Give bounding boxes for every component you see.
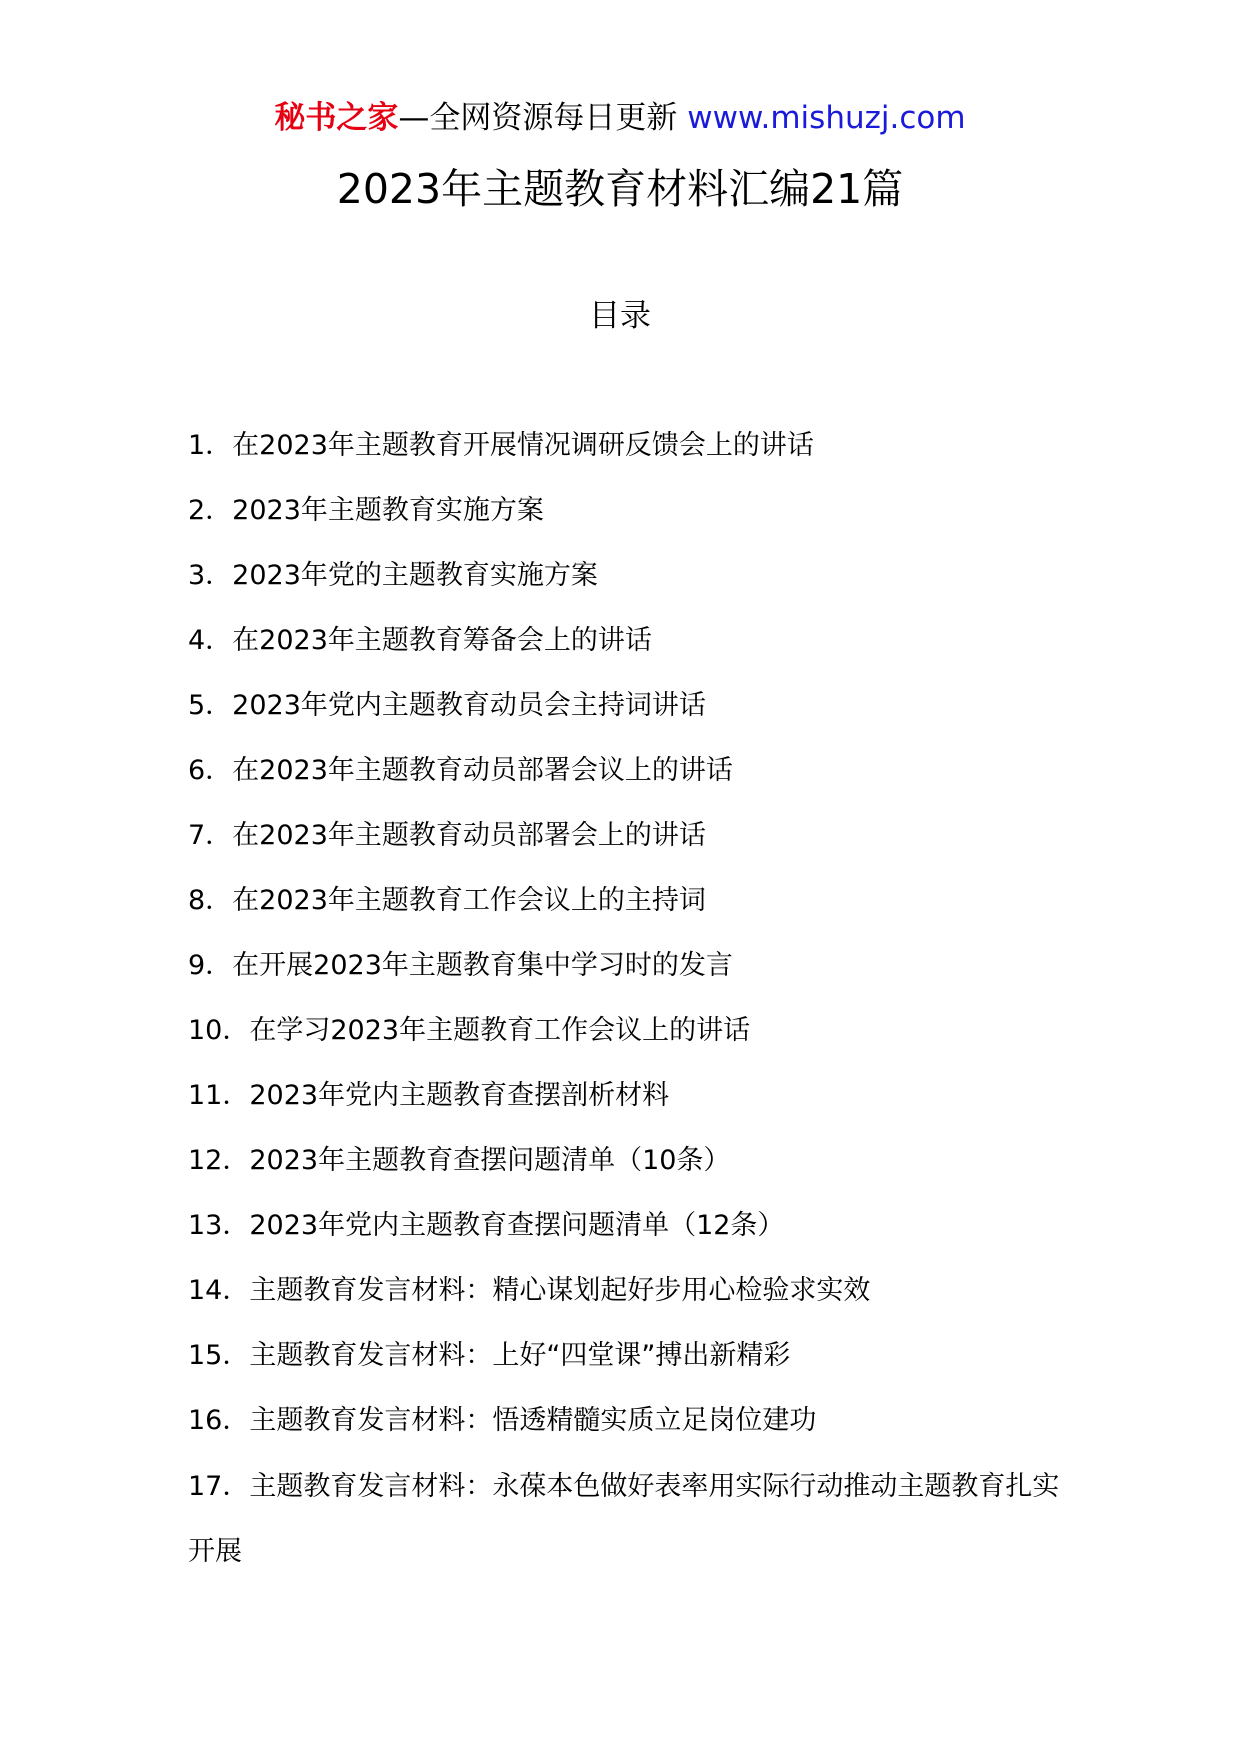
toc-item-11: 11．2023年党内主题教育查摆剖析材料 (188, 1080, 670, 1111)
site-url-link[interactable]: www.mishuzj.com (687, 100, 966, 136)
toc-item-10: 10．在学习2023年主题教育工作会议上的讲话 (188, 1015, 751, 1046)
toc-item-6: 6．在2023年主题教育动员部署会议上的讲话 (188, 755, 733, 786)
toc-item-2: 2．2023年主题教育实施方案 (188, 495, 544, 526)
toc-item-13: 13．2023年党内主题教育查摆问题清单（12条） (188, 1210, 785, 1241)
toc-item-3: 3．2023年党的主题教育实施方案 (188, 560, 598, 591)
toc-item-15: 15．主题教育发言材料：上好“四堂课”搏出新精彩 (188, 1340, 791, 1371)
toc-item-9: 9．在开展2023年主题教育集中学习时的发言 (188, 950, 733, 981)
toc-item-8: 8．在2023年主题教育工作会议上的主持词 (188, 885, 706, 916)
toc-item-7: 7．在2023年主题教育动员部署会上的讲话 (188, 820, 706, 851)
brand-name: 秘书之家 (274, 100, 399, 136)
toc-item-4: 4．在2023年主题教育筹备会上的讲话 (188, 625, 652, 656)
toc-item-14: 14．主题教育发言材料：精心谋划起好步用心检验求实效 (188, 1275, 871, 1306)
toc-item-16: 16．主题教育发言材料：悟透精髓实质立足岗位建功 (188, 1405, 817, 1436)
site-banner (0, 98, 1240, 138)
document-title: 2023年主题教育材料汇编21篇 (336, 165, 904, 213)
banner-tagline: —全网资源每日更新 (398, 100, 678, 136)
toc-item-17: 17．主题教育发言材料：永葆本色做好表率用实际行动推动主题教育扎实开展 (188, 1471, 1060, 1567)
toc-item-12: 12．2023年主题教育查摆问题清单（10条） (188, 1145, 731, 1176)
toc-item-5: 5．2023年党内主题教育动员会主持词讲话 (188, 690, 706, 721)
toc-item-1: 1．在2023年主题教育开展情况调研反馈会上的讲话 (188, 430, 814, 461)
table-of-contents (188, 428, 1068, 1584)
toc-heading: 目录 (589, 298, 651, 334)
